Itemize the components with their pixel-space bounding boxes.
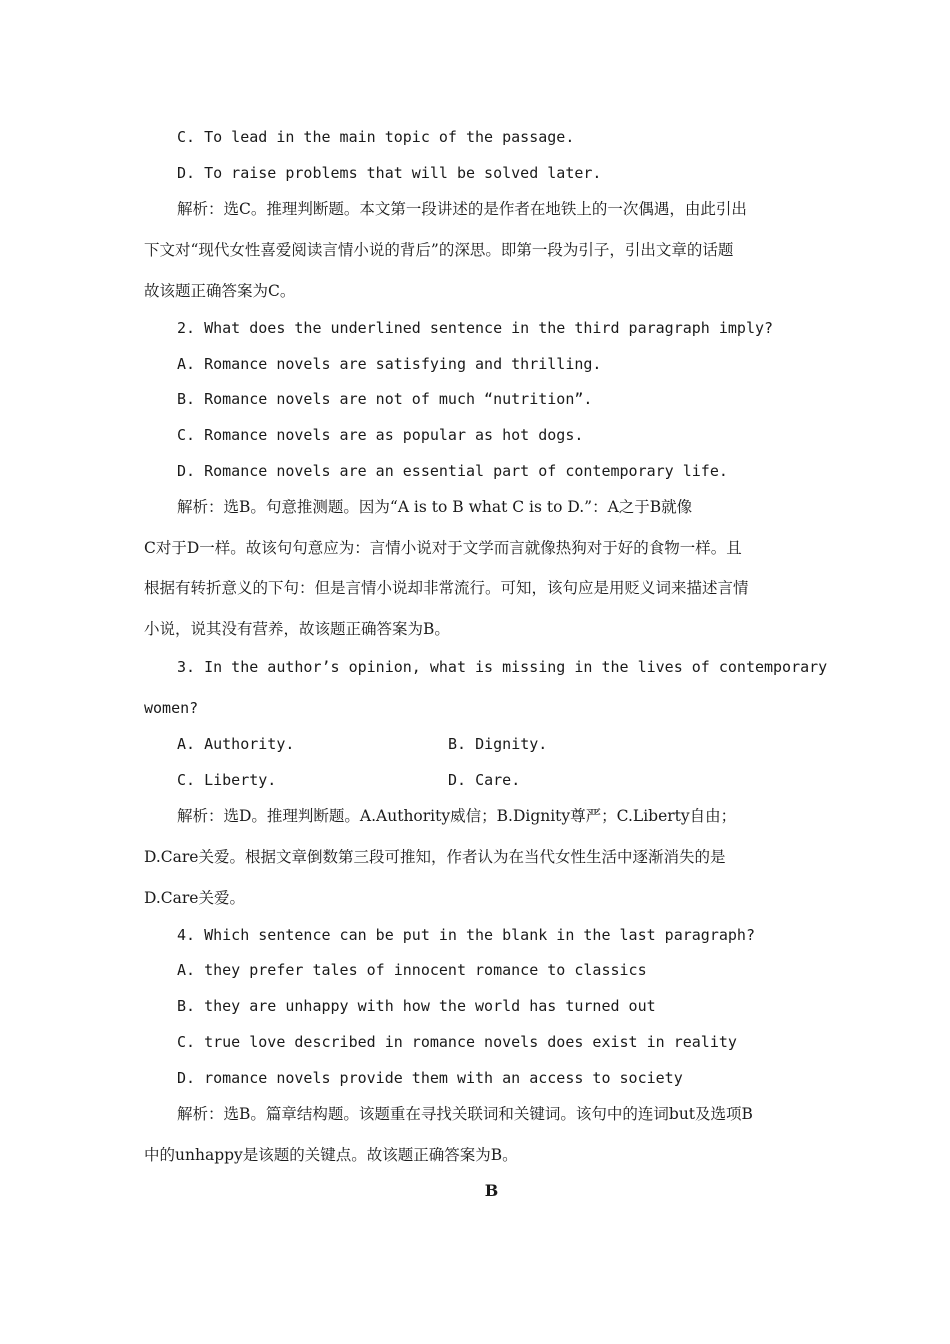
q3-analysis-line-3: D.Care关爱。 <box>144 889 245 907</box>
q2-analysis-line-2: C对于D一样。故该句句意应为：言情小说对于文学而言就像热狗对于好的食物一样。且 <box>144 539 742 557</box>
q2-option-b: B. Romance novels are not of much “nutrition”. <box>177 390 593 408</box>
q4-analysis-line-2: 中的unhappy是该题的关键点。故该题正确答案为B。 <box>144 1146 518 1164</box>
q2-option-d: D. Romance novels are an essential part of contemporary life. <box>177 462 728 480</box>
q4-option-c: C. true love described in romance novels does exist in reality <box>177 1033 737 1051</box>
q4-option-d: D. romance novels provide them with an access to society <box>177 1069 683 1087</box>
q4-option-a: A. they prefer tales of innocent romance to classics <box>177 961 647 979</box>
q3-analysis-line-2: D.Care关爱。根据文章倒数第三段可推知，作者认为在当代女性生活中逐渐消失的是 <box>144 848 726 866</box>
q3-stem-line-1: 3. In the author’s opinion, what is missing in the lives of contemporary <box>177 658 828 676</box>
q1-analysis-line-2: 下文对“现代女性喜爱阅读言情小说的背后”的深思。即第一段为引子，引出文章的话题 <box>144 241 734 259</box>
q2-analysis-line-1: 解析：选B。句意推测题。因为“A is to B what C is to D.”：A之于B就像 <box>177 498 693 516</box>
q2-option-a: A. Romance novels are satisfying and thrilling. <box>177 355 602 373</box>
q2-analysis-line-3: 根据有转折意义的下句：但是言情小说却非常流行。可知，该句应是用贬义词来描述言情 <box>144 579 749 597</box>
q4-stem: 4. Which sentence can be put in the blank in the last paragraph? <box>177 926 755 944</box>
q2-option-c: C. Romance novels are as popular as hot dogs. <box>177 426 584 444</box>
q4-option-b: B. they are unhappy with how the world has turned out <box>177 997 656 1015</box>
q3-option-b: B. Dignity. <box>448 735 548 753</box>
q3-option-d: D. Care. <box>448 771 521 789</box>
q1-analysis-line-1: 解析：选C。推理判断题。本文第一段讲述的是作者在地铁上的一次偶遇，由此引出 <box>177 200 747 218</box>
q1-analysis-line-3: 故该题正确答案为C。 <box>144 282 296 300</box>
q2-analysis-line-4: 小说，说其没有营养，故该题正确答案为B。 <box>144 620 450 638</box>
q3-analysis-line-1: 解析：选D。推理判断题。A.Authority威信；B.Dignity尊严；C.Liberty自由； <box>177 807 737 825</box>
q2-stem: 2. What does the underlined sentence in the third paragraph imply? <box>177 319 774 337</box>
q1-option-d: D. To raise problems that will be solved later. <box>177 164 602 182</box>
q3-stem-line-2: women? <box>144 699 199 717</box>
q3-option-c: C. Liberty. <box>177 771 277 789</box>
q4-analysis-line-1: 解析：选B。篇章结构题。该题重在寻找关联词和关键词。该句中的连词but及选项B <box>177 1105 753 1123</box>
q1-option-c: C. To lead in the main topic of the passage. <box>177 128 575 146</box>
section-heading: B <box>484 1181 499 1200</box>
q3-option-a: A. Authority. <box>177 735 295 753</box>
